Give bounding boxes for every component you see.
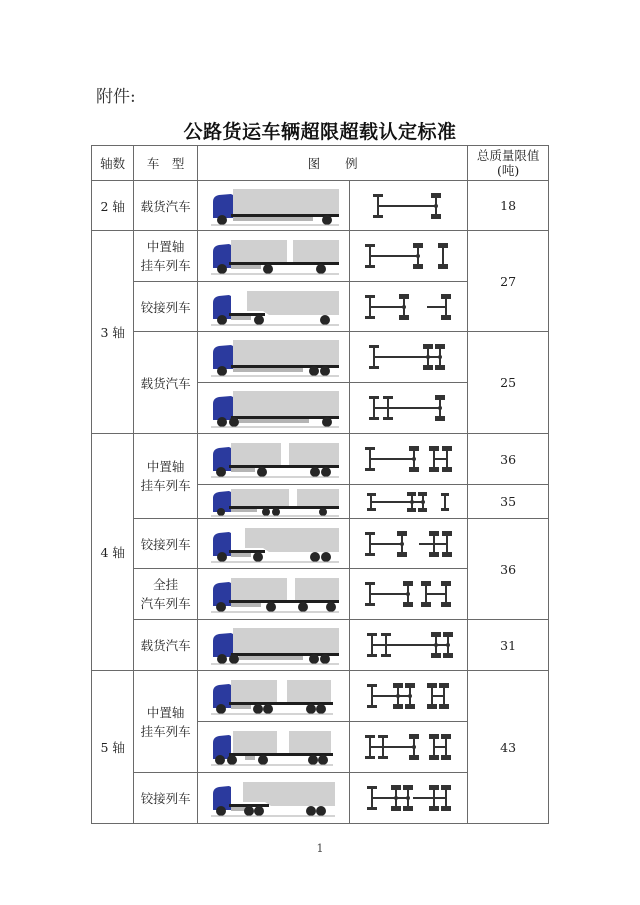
axle-diagram-1-1-2-articulated-icon — [359, 526, 459, 562]
vehicle-picture-cell — [197, 332, 349, 383]
vehicle-picture-cell — [197, 773, 349, 824]
axle-count-cell: 5 轴 — [92, 671, 134, 824]
table-header-row — [92, 146, 549, 181]
vehicle-type-cell — [134, 569, 198, 620]
vehicle-type-cell: 铰接列车 — [134, 519, 198, 569]
rigid-truck-4axle-icon — [207, 625, 341, 665]
weight-limit-cell: 36 — [468, 519, 549, 620]
vehicle-type-cell: 载货汽车 — [134, 620, 198, 671]
table-row — [92, 434, 549, 485]
vehicle-picture-cell — [197, 383, 349, 434]
axle-diagram-cell — [350, 332, 468, 383]
header-illustration: 图 例 — [197, 146, 467, 181]
articulated-train-4axle-icon — [207, 524, 341, 564]
document-title: 公路货运车辆超限超载认定标准 — [183, 121, 457, 143]
weight-limit-cell: 36 — [468, 434, 549, 485]
vehicle-picture-cell — [197, 231, 349, 282]
vehicle-picture-cell — [197, 434, 349, 485]
axle-diagram-1-2-icon — [359, 339, 459, 375]
vehicle-picture-cell — [197, 181, 349, 231]
axle-diagram-cell — [350, 434, 468, 485]
axle-diagram-cell — [350, 383, 468, 434]
vehicle-picture-cell — [197, 519, 349, 569]
axle-diagram-1-1-1-icon — [359, 238, 459, 274]
vehicle-type-line1: 中置轴 — [146, 459, 185, 474]
axle-count-cell: 3 轴 — [92, 231, 134, 434]
axle-diagram-1-2-1-icon — [359, 488, 459, 516]
axle-diagram-cell — [350, 519, 468, 569]
axle-diagram-cell — [350, 722, 468, 773]
axle-diagram-1-1-1-1-icon — [359, 576, 459, 612]
axle-count-cell: 4 轴 — [92, 434, 134, 671]
table-row — [92, 181, 549, 231]
vehicle-type-cell: 铰接列车 — [134, 282, 198, 332]
rigid-truck-3axle-rear-tandem-icon — [207, 337, 341, 377]
vehicle-picture-cell — [197, 569, 349, 620]
full-trailer-train-4axle-icon — [207, 574, 341, 614]
center-axle-trailer-train-4axle-a-icon — [207, 439, 341, 479]
axle-diagram-1-1-1-articulated-icon — [359, 289, 459, 325]
overload-standard-table — [91, 145, 549, 824]
header-weight-limit — [468, 146, 549, 181]
vehicle-picture-cell — [197, 620, 349, 671]
table-row — [92, 231, 549, 282]
axle-diagram-1-1-2-icon — [359, 441, 459, 477]
vehicle-type-cell — [134, 231, 198, 282]
axle-diagram-1-1-icon — [359, 188, 459, 224]
vehicle-type-line1: 中置轴 — [146, 239, 185, 254]
vehicle-type-line2: 挂车列车 — [140, 723, 191, 739]
vehicle-type-cell: 载货汽车 — [134, 181, 198, 231]
header-vehicle-type: 车 型 — [134, 146, 198, 181]
weight-limit-cell: 43 — [468, 671, 549, 824]
table-row — [92, 620, 549, 671]
vehicle-type-line2: 挂车列车 — [140, 258, 191, 273]
table-row — [92, 332, 549, 383]
vehicle-picture-cell — [197, 485, 349, 519]
rigid-truck-3axle-front-tandem-icon — [207, 388, 341, 428]
center-axle-trailer-train-3axle-icon — [207, 236, 341, 276]
weight-limit-cell: 27 — [468, 231, 549, 332]
vehicle-type-cell — [134, 434, 198, 519]
vehicle-picture-cell — [197, 671, 349, 722]
attachment-label: 附件: — [96, 87, 136, 107]
articulated-train-3axle-icon — [207, 287, 341, 327]
axle-diagram-2-2-icon — [359, 627, 459, 663]
axle-diagram-cell — [350, 181, 468, 231]
vehicle-type-line2: 汽车列车 — [140, 596, 191, 611]
vehicle-picture-cell — [197, 282, 349, 332]
axle-diagram-cell — [350, 620, 468, 671]
axle-diagram-1-2-2-icon — [359, 678, 459, 714]
axle-diagram-cell — [350, 231, 468, 282]
axle-diagram-cell — [350, 773, 468, 824]
vehicle-type-line1: 全挂 — [153, 577, 179, 592]
rigid-truck-2axle-icon — [207, 186, 341, 226]
articulated-train-5axle-icon — [207, 778, 341, 818]
axle-diagram-2-1-icon — [359, 390, 459, 426]
axle-diagram-cell — [350, 569, 468, 620]
weight-limit-cell: 25 — [468, 332, 549, 434]
vehicle-type-line1: 中置轴 — [146, 704, 185, 720]
center-axle-trailer-train-4axle-b-icon — [207, 487, 341, 517]
vehicle-type-line2: 挂车列车 — [140, 478, 191, 493]
weight-limit-cell: 35 — [468, 485, 549, 519]
axle-diagram-cell — [350, 282, 468, 332]
vehicle-type-cell — [134, 671, 198, 773]
center-axle-trailer-train-5axle-b-icon — [207, 727, 341, 767]
header-weight-limit-line2: (吨) — [496, 163, 520, 178]
table-row — [92, 519, 549, 569]
axle-diagram-1-2-2-articulated-icon — [359, 780, 459, 816]
vehicle-picture-cell — [197, 722, 349, 773]
axle-diagram-cell — [350, 485, 468, 519]
table-row — [92, 671, 549, 722]
axle-count-cell: 2 轴 — [92, 181, 134, 231]
vehicle-type-cell: 铰接列车 — [134, 773, 198, 824]
weight-limit-cell: 31 — [468, 620, 549, 671]
center-axle-trailer-train-5axle-a-icon — [207, 676, 341, 716]
header-weight-limit-line1: 总质量限值 — [476, 148, 540, 163]
weight-limit-cell: 18 — [468, 181, 549, 231]
axle-diagram-cell — [350, 671, 468, 722]
vehicle-type-cell: 载货汽车 — [134, 332, 198, 434]
axle-diagram-2-1-2-icon — [359, 729, 459, 765]
header-axle-count: 轴数 — [92, 146, 134, 181]
page-number: 1 — [316, 842, 324, 855]
